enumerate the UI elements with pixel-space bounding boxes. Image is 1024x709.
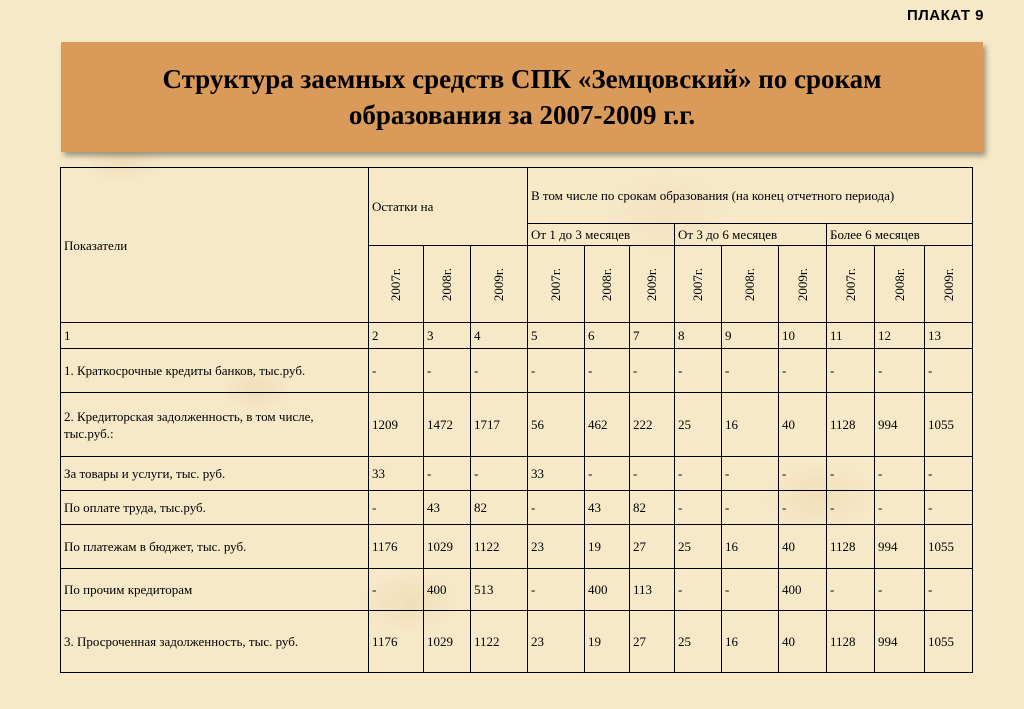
header-balance: Остатки на	[369, 168, 528, 246]
year-header-cell	[675, 246, 722, 323]
table-cell: 25	[675, 525, 722, 569]
table-cell: -	[585, 349, 630, 393]
row-label: 1. Краткосрочные кредиты банков, тыс.руб.	[61, 349, 369, 393]
table-cell: -	[630, 349, 675, 393]
table-cell: 56	[528, 393, 585, 457]
column-number: 11	[827, 323, 875, 349]
column-number: 3	[424, 323, 471, 349]
table-cell: 33	[528, 457, 585, 491]
table-row	[61, 569, 973, 611]
table-cell: -	[925, 491, 973, 525]
year-header-label: 2007г.	[548, 267, 564, 301]
table-cell: 222	[630, 393, 675, 457]
table-cell: -	[779, 491, 827, 525]
table-cell: -	[528, 491, 585, 525]
table-cell: 40	[779, 525, 827, 569]
table-cell: 43	[424, 491, 471, 525]
table-cell: 513	[471, 569, 528, 611]
table-cell: 994	[875, 611, 925, 673]
row-label: За товары и услуги, тыс. руб.	[61, 457, 369, 491]
year-header-label: 2009г.	[941, 267, 956, 301]
table-cell: -	[875, 569, 925, 611]
group-1-3-months: От 1 до 3 месяцев	[528, 224, 675, 246]
table-cell: 16	[722, 611, 779, 673]
column-number: 8	[675, 323, 722, 349]
table-cell: 1128	[827, 525, 875, 569]
table-row	[61, 611, 973, 673]
table-cell: -	[875, 457, 925, 491]
table-cell: 1209	[369, 393, 424, 457]
header-indicators: Показатели	[61, 168, 369, 323]
year-header-cell	[827, 246, 875, 323]
table-cell: 1055	[925, 393, 973, 457]
table-cell: 1472	[424, 393, 471, 457]
group-over-6-months: Более 6 месяцев	[827, 224, 973, 246]
table-cell: 82	[630, 491, 675, 525]
table-cell: 1029	[424, 525, 471, 569]
table-cell: 43	[585, 491, 630, 525]
table-cell: -	[722, 491, 779, 525]
table-cell: 1128	[827, 611, 875, 673]
table-cell: 1122	[471, 525, 528, 569]
table-cell: 1128	[827, 393, 875, 457]
table-cell: 25	[675, 611, 722, 673]
table-cell: -	[675, 569, 722, 611]
table-cell: 82	[471, 491, 528, 525]
table-cell: 33	[369, 457, 424, 491]
table-cell: -	[630, 457, 675, 491]
table-cell: 23	[528, 525, 585, 569]
table-cell: -	[779, 457, 827, 491]
table-cell: -	[827, 349, 875, 393]
table-cell: -	[722, 457, 779, 491]
table-cell: -	[471, 457, 528, 491]
table-cell: 25	[675, 393, 722, 457]
table-cell: 1176	[369, 525, 424, 569]
poster-label: ПЛАКАТ 9	[906, 7, 984, 24]
year-header-cell	[424, 246, 471, 323]
year-header-label: 2009г.	[491, 267, 507, 301]
table-cell: 994	[875, 525, 925, 569]
table-cell: -	[675, 349, 722, 393]
table-cell: -	[925, 569, 973, 611]
year-header-cell	[528, 246, 585, 323]
table-cell: -	[875, 491, 925, 525]
title-line-1: Структура заемных средств СПК «Земцовский» по срокам	[162, 64, 882, 94]
table-cell: 1122	[471, 611, 528, 673]
table-cell: 1717	[471, 393, 528, 457]
column-number: 6	[585, 323, 630, 349]
table-cell: 113	[630, 569, 675, 611]
table-cell: -	[779, 349, 827, 393]
table-cell: -	[722, 349, 779, 393]
year-header-cell	[630, 246, 675, 323]
year-header-label: 2009г.	[795, 267, 810, 301]
year-header-cell	[779, 246, 827, 323]
table-cell: -	[925, 457, 973, 491]
table-cell: 40	[779, 611, 827, 673]
table-row	[61, 393, 973, 457]
table-cell: 994	[875, 393, 925, 457]
table-cell: -	[369, 569, 424, 611]
column-number: 13	[925, 323, 973, 349]
table-row	[61, 525, 973, 569]
table-cell: -	[471, 349, 528, 393]
year-header-cell	[369, 246, 424, 323]
column-number: 10	[779, 323, 827, 349]
table-cell: -	[424, 349, 471, 393]
title-banner	[61, 42, 983, 152]
table-cell: -	[585, 457, 630, 491]
table-cell: -	[424, 457, 471, 491]
table-cell: 462	[585, 393, 630, 457]
table-cell: -	[827, 491, 875, 525]
row-label: 2. Кредиторская задолженность, в том числе, тыс.руб.:	[61, 393, 369, 457]
table-cell: -	[875, 349, 925, 393]
table-cell: -	[827, 457, 875, 491]
header-including: В том числе по срокам образования (на конец отчетного периода)	[528, 168, 973, 224]
table-cell: 400	[585, 569, 630, 611]
table-cell: 16	[722, 393, 779, 457]
table-cell: 16	[722, 525, 779, 569]
column-number: 12	[875, 323, 925, 349]
table-row	[61, 349, 973, 393]
year-header-cell	[471, 246, 528, 323]
year-header-label: 2007г.	[388, 267, 404, 301]
table-cell: -	[528, 349, 585, 393]
row-label: По прочим кредиторам	[61, 569, 369, 611]
table-cell: 40	[779, 393, 827, 457]
table-cell: -	[675, 491, 722, 525]
table-cell: -	[675, 457, 722, 491]
table-cell: -	[827, 569, 875, 611]
table-cell: -	[528, 569, 585, 611]
year-header-label: 2007г.	[843, 267, 858, 301]
table-cell: 400	[424, 569, 471, 611]
row-label: По платежам в бюджет, тыс. руб.	[61, 525, 369, 569]
year-header-cell	[585, 246, 630, 323]
column-number: 1	[61, 323, 369, 349]
group-3-6-months: От 3 до 6 месяцев	[675, 224, 827, 246]
table-cell: 19	[585, 611, 630, 673]
table-cell: 23	[528, 611, 585, 673]
year-header-label: 2008г.	[599, 267, 615, 301]
table-row	[61, 491, 973, 525]
year-header-label: 2008г.	[439, 267, 455, 301]
column-number: 2	[369, 323, 424, 349]
table-row	[61, 457, 973, 491]
table-cell: -	[369, 491, 424, 525]
table-cell: 19	[585, 525, 630, 569]
table-cell: 1029	[424, 611, 471, 673]
column-number: 4	[471, 323, 528, 349]
table-cell: 1055	[925, 525, 973, 569]
table-cell: -	[369, 349, 424, 393]
table-cell: -	[925, 349, 973, 393]
year-header-cell	[925, 246, 973, 323]
table-cell: 27	[630, 611, 675, 673]
column-number: 5	[528, 323, 585, 349]
table-cell: 400	[779, 569, 827, 611]
row-label: По оплате труда, тыс.руб.	[61, 491, 369, 525]
year-header-cell	[875, 246, 925, 323]
table-cell: -	[722, 569, 779, 611]
column-number: 9	[722, 323, 779, 349]
borrowed-funds-table	[60, 167, 973, 673]
year-header-cell	[722, 246, 779, 323]
table-cell: 27	[630, 525, 675, 569]
column-number: 7	[630, 323, 675, 349]
title-line-2: образования за 2007-2009 г.г.	[348, 100, 696, 130]
year-header-label: 2008г.	[742, 267, 758, 301]
row-label: 3. Просроченная задолженность, тыс. руб.	[61, 611, 369, 673]
year-header-label: 2008г.	[892, 267, 907, 301]
year-header-label: 2009г.	[644, 267, 660, 301]
table-cell: 1176	[369, 611, 424, 673]
table-cell: 1055	[925, 611, 973, 673]
year-header-label: 2007г.	[690, 267, 706, 301]
